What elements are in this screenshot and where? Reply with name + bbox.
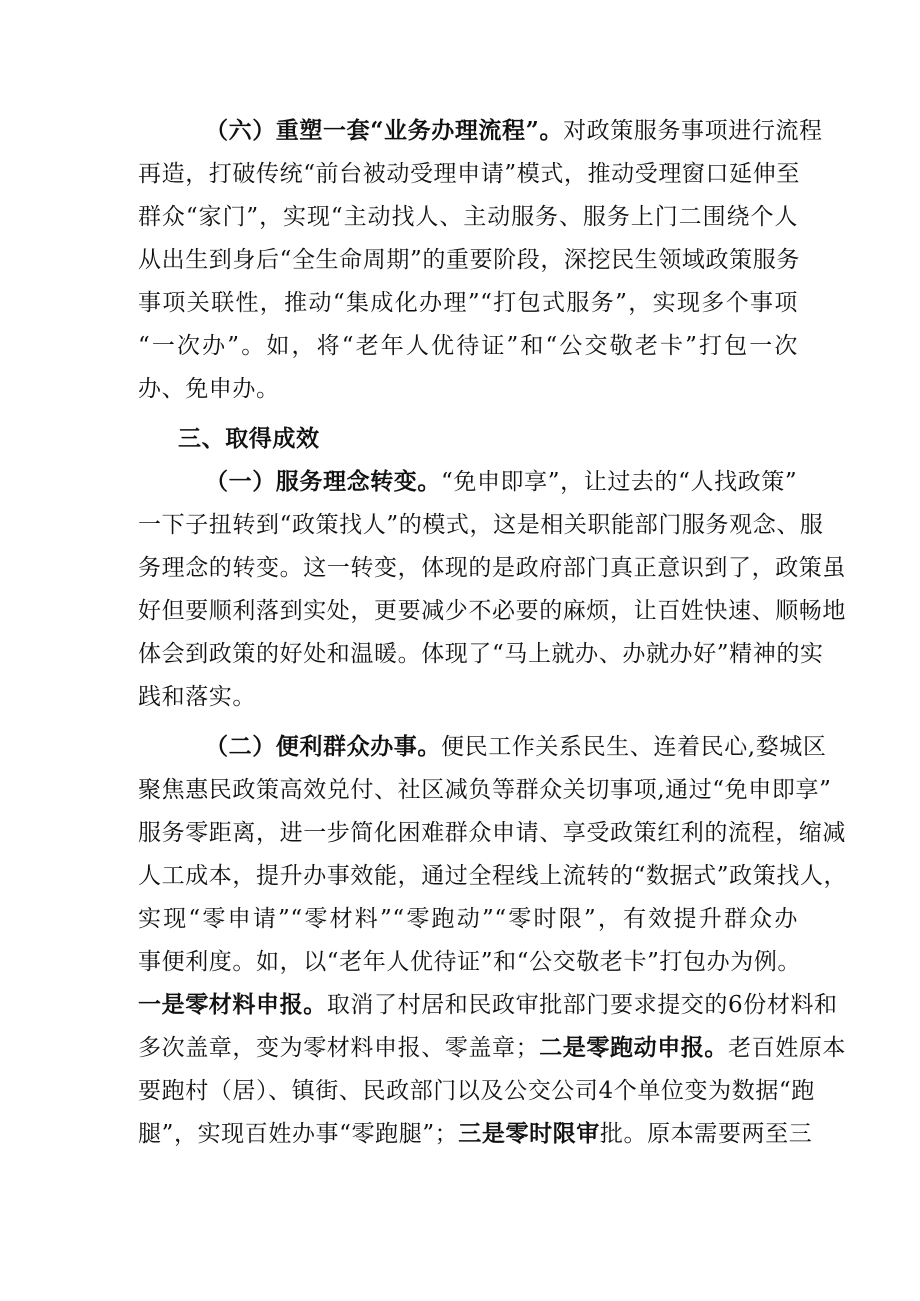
paragraph-6-line-4: 从出生到身后“全生命周期”的重要阶段，深挖民生领域政策服务 — [138, 247, 800, 273]
section-3-heading: 三、取得成效 — [178, 425, 320, 452]
point-2-heading: 二是零跑动申报。 — [539, 1034, 729, 1061]
paragraph-2-line-4: 人工成本，提升办事效能，通过全程线上流转的“数据式”政策找人， — [138, 863, 848, 889]
paragraph-1-line-1 — [205, 467, 865, 497]
point-3-text: 批。原本需要两至三 — [599, 1121, 813, 1147]
paragraph-2-line-10 — [138, 1119, 813, 1149]
paragraph-6-line-2: 再造，打破传统“前台被动受理申请”模式，推动受理窗口延伸至 — [138, 161, 800, 187]
subsection-2-heading: （二）便利群众办事。 — [205, 733, 441, 760]
section-6-heading: （六）重塑一套“业务办理流程”。 — [205, 117, 564, 144]
paragraph-2-line-3: 服务零距离，进一步简化困难群众申请、享受政策红利的流程，缩减 — [138, 820, 846, 846]
subsection-2-text: 便民工作关系民生、连着民心,婺城区 — [441, 734, 827, 760]
paragraph-1-line-3: 务理念的转变。这一转变，体现的是政府部门真正意识到了，政策虽 — [138, 555, 846, 581]
subsection-1-text: “免申即享”，让过去的“人找政策” — [441, 469, 798, 495]
point-1-text: 取消了村居和民政审批部门要求提交的6份材料和 — [326, 992, 838, 1018]
paragraph-2-line-6: 事便利度。如，以“老年人优待证”和“公交敬老卡”打包办为例。 — [138, 949, 802, 975]
subsection-1-heading: （一）服务理念转变。 — [205, 468, 441, 495]
paragraph-1-line-5: 体会到政策的好处和温暖。体现了“马上就办、办就办好”精神的实 — [138, 641, 824, 667]
paragraph-6-line-3: 群众“家门”，实现“主动找人、主动服务、服务上门二围绕个人 — [138, 204, 798, 230]
paragraph-6-line-5: 事项关联性，推动“集成化办理”“打包式服务”，实现多个事项 — [138, 290, 798, 316]
point-3-heading: 三是零时限审 — [458, 1120, 600, 1147]
paragraph-2-line-2: 聚焦惠民政策高效兑付、社区减负等群众关切事项,通过“免申即享” — [138, 777, 832, 803]
point-1-text-end: 多次盖章，变为零材料申报、零盖章； — [138, 1035, 540, 1061]
paragraph-6-line-6: “一次办”。如，将“老年人优待证”和“公交敬老卡”打包一次 — [138, 333, 798, 359]
paragraph-1-line-2: 一下子扭转到“政策找人”的模式，这是相关职能部门服务观念、服 — [138, 512, 824, 538]
point-1-heading: 一是零材料申报。 — [138, 991, 327, 1018]
paragraph-1-line-6: 践和落实。 — [138, 684, 256, 710]
paragraph-2-line-8 — [138, 1033, 847, 1063]
paragraph-6-line-7: 办、免申办。 — [138, 376, 280, 402]
paragraph-2-line-1 — [205, 732, 865, 762]
point-2-text: 老百姓原本 — [728, 1035, 847, 1061]
paragraph-2-line-5: 实现“零申请”“零材料”“零跑动”“零时限”，有效提升群众办 — [138, 906, 798, 932]
paragraph-2-line-9: 要跑村（居）、镇街、民政部门以及公交公司4个单位变为数据“跑 — [138, 1078, 815, 1104]
paragraph-2-line-7 — [138, 990, 838, 1020]
point-2-text-end: 腿”，实现百姓办事“零跑腿”； — [138, 1121, 459, 1147]
section-6-text: 对政策服务事项进行流程 — [563, 118, 823, 144]
paragraph-1-line-4: 好但要顺利落到实处，更要减少不必要的麻烦，让百姓快速、顺畅地 — [138, 598, 846, 624]
paragraph-6-line-1 — [205, 116, 865, 146]
